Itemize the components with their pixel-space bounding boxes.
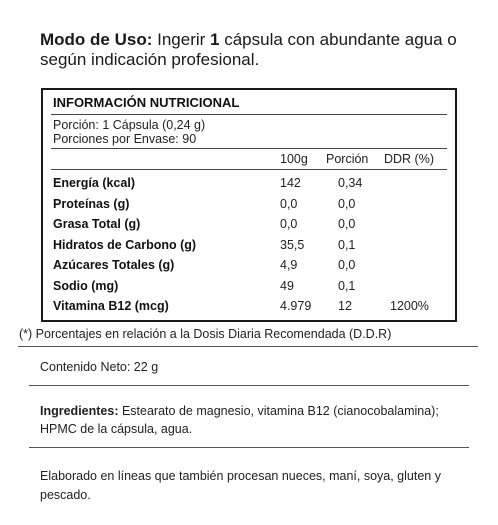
nutrition-facts-panel xyxy=(41,88,457,322)
nutrient-label: Azúcares Totales (g) xyxy=(53,258,175,272)
ingredients xyxy=(40,402,440,438)
value-per-portion: 0,0 xyxy=(338,258,356,272)
nutrient-label: Proteínas (g) xyxy=(53,196,130,211)
title-divider xyxy=(51,114,447,115)
value-per-100g: 4,9 xyxy=(280,258,298,272)
column-header-100g: 100g xyxy=(280,152,308,166)
value-per-100g: 142 xyxy=(280,176,301,190)
usage-label: Modo de Uso: xyxy=(40,30,153,49)
value-per-portion: 12 xyxy=(338,299,352,313)
column-header-ddr: DDR (%) xyxy=(384,152,434,166)
nutrient-label: Sodio (mg) xyxy=(53,278,119,293)
footnote-divider xyxy=(18,346,478,347)
value-per-100g: 35,5 xyxy=(280,237,305,252)
usage-quantity: 1 xyxy=(210,30,220,49)
header-divider xyxy=(51,169,447,170)
nutrient-label: Hidratos de Carbono (g) xyxy=(53,237,197,252)
ingredients-label: Ingredientes: xyxy=(40,404,119,418)
value-per-portion: 0,1 xyxy=(338,237,356,252)
value-ddr: 1200% xyxy=(390,299,429,313)
net-content: Contenido Neto: 22 g xyxy=(40,360,159,374)
value-per-100g: 0,0 xyxy=(280,217,298,231)
value-per-portion: 0,34 xyxy=(338,176,363,190)
nutrient-label: Energía (kcal) xyxy=(53,176,135,190)
serving-divider xyxy=(51,148,447,149)
value-per-100g: 4.979 xyxy=(280,299,312,313)
servings-per-container: Porciones por Envase: 90 xyxy=(53,132,197,146)
panel-title: INFORMACIÓN NUTRICIONAL xyxy=(53,95,240,110)
ingredients-divider xyxy=(29,447,469,448)
allergen-statement: Elaborado en líneas que también procesan nueces, maní, soya, gluten y pescado. xyxy=(40,469,441,502)
usage-instructions xyxy=(40,30,480,70)
net-content-divider xyxy=(29,385,469,386)
footnote: (*) Porcentajes en relación a la Dosis Diaria Recomendada (D.D.R) xyxy=(19,327,392,341)
nutrient-label: Grasa Total (g) xyxy=(53,217,141,231)
column-header-portion: Porción xyxy=(326,152,369,166)
value-per-100g: 0,0 xyxy=(280,196,298,211)
nutrient-label: Vitamina B12 (mcg) xyxy=(53,299,169,313)
value-per-portion: 0,1 xyxy=(338,278,356,293)
ingredients-text: Estearato de magnesio, vitamina B12 (cianocobalamina); HPMC de la cápsula, agua. xyxy=(40,404,439,436)
usage-text-before: Ingerir xyxy=(152,30,211,49)
value-per-portion: 0,0 xyxy=(338,217,356,231)
value-per-portion: 0,0 xyxy=(338,196,356,211)
serving-size: Porción: 1 Cápsula (0,24 g) xyxy=(53,118,206,132)
usage-text-after: cápsula con abundante agua o según indicación profesional. xyxy=(40,30,457,69)
value-per-100g: 49 xyxy=(280,278,294,293)
